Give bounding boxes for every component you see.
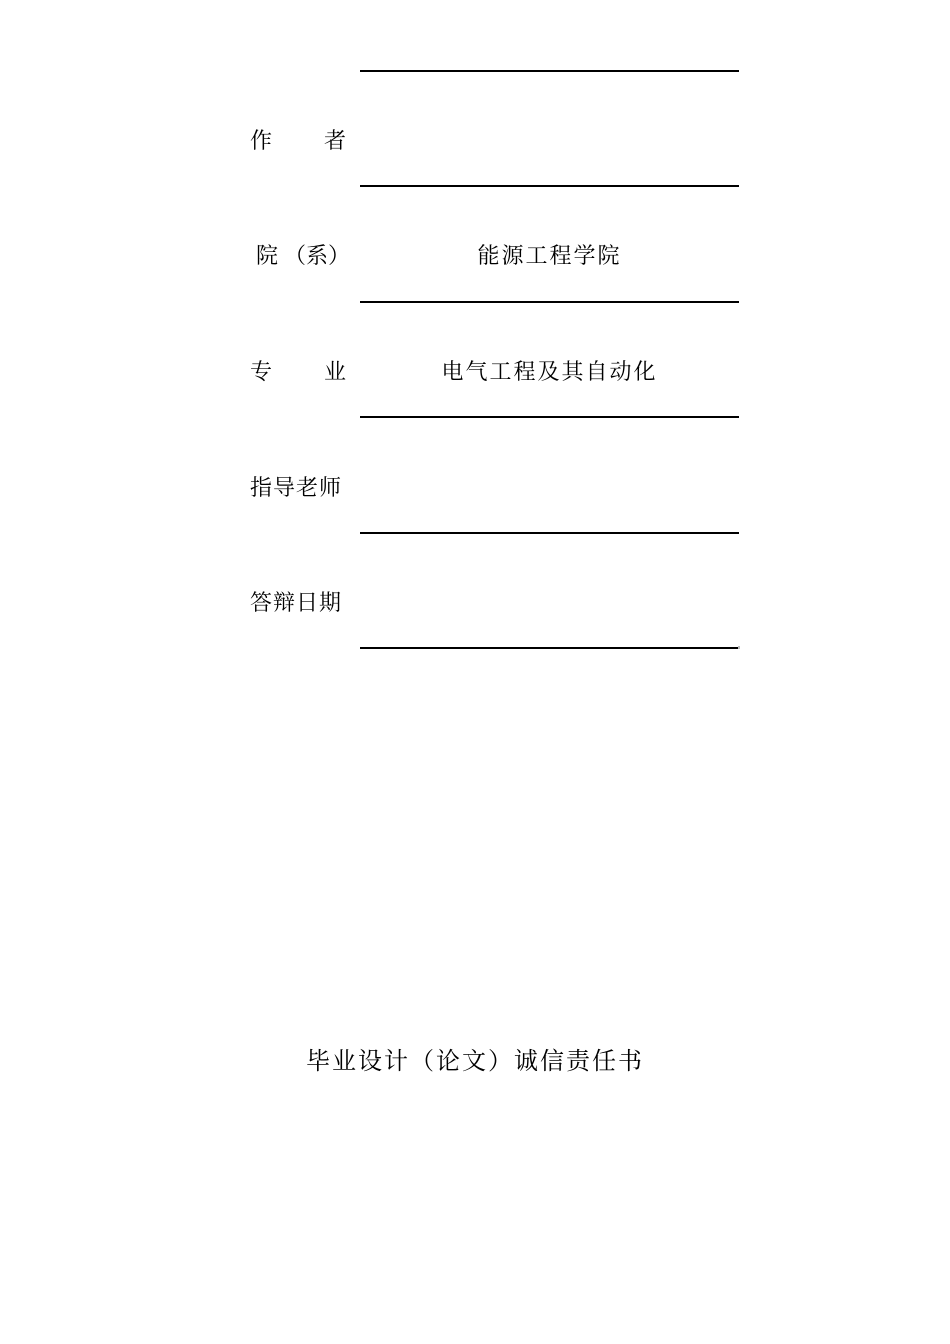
major-label-char-2: 业 xyxy=(323,360,346,385)
department-underline xyxy=(360,301,739,303)
advisor-underline xyxy=(360,532,739,534)
major-underline xyxy=(360,416,739,418)
author-label-char-1: 作 xyxy=(250,129,273,154)
author-label xyxy=(250,128,346,156)
form-top-rule xyxy=(360,70,739,72)
author-underline xyxy=(360,185,739,187)
major-value: 电气工程及其自动化 xyxy=(441,360,658,385)
defense-date-label: 答辩日期 xyxy=(250,591,343,616)
integrity-statement-title: 毕业设计（论文）诚信责任书 xyxy=(306,1047,644,1075)
author-label-char-2: 者 xyxy=(323,129,346,154)
department-label xyxy=(256,243,350,271)
department-value: 能源工程学院 xyxy=(477,244,622,269)
defense-date-underline xyxy=(360,647,739,649)
line-end-mark xyxy=(738,646,740,649)
major-label-char-1: 专 xyxy=(250,360,273,385)
department-label-char-1: 院 xyxy=(256,244,279,269)
major-label xyxy=(250,359,346,387)
advisor-label: 指导老师 xyxy=(250,476,343,501)
department-label-suffix: （系） xyxy=(283,244,350,269)
